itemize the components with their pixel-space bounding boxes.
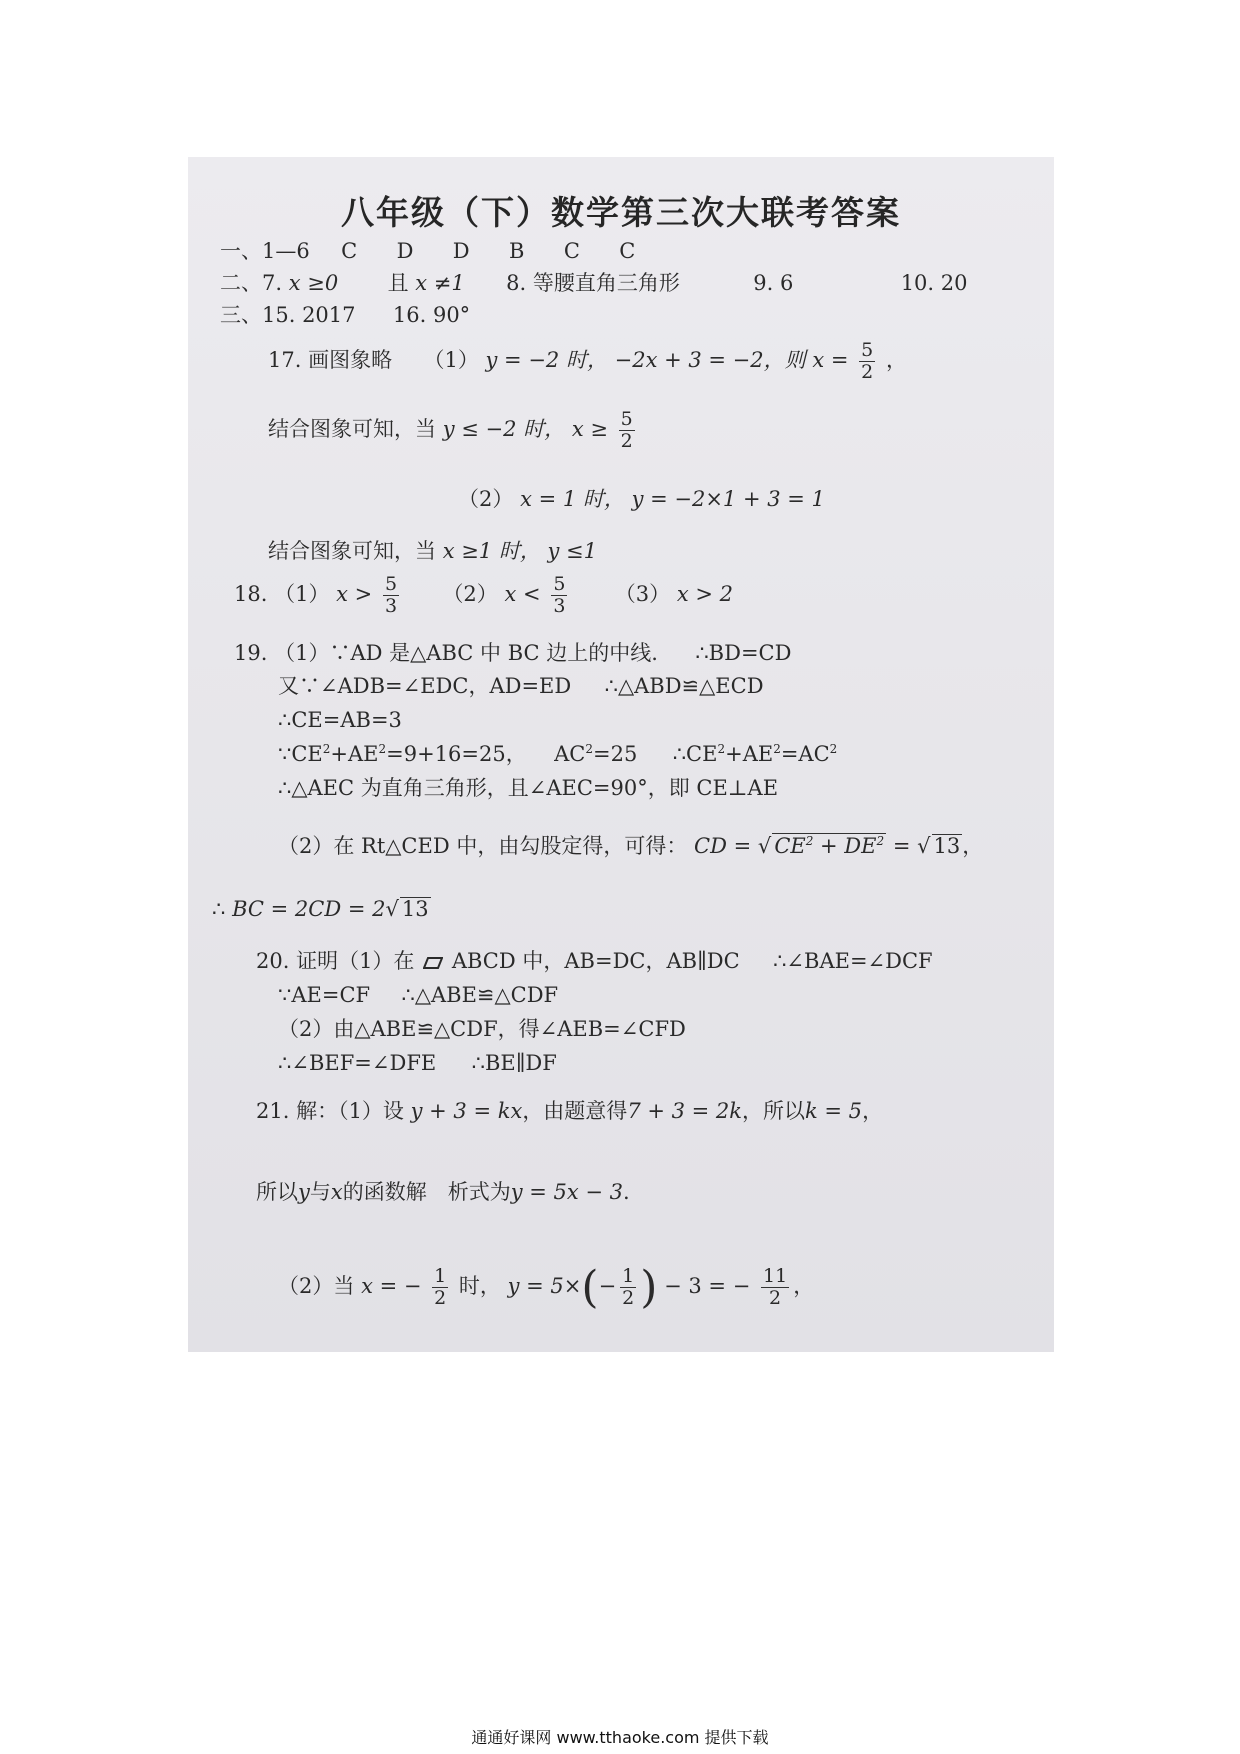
parallelogram-icon [423, 957, 443, 969]
q19-line-7 [212, 897, 431, 920]
q19-sum: =9+16=25， [386, 742, 527, 766]
answer-sheet-photo [188, 157, 1054, 1352]
q17-part1-x: x = [812, 348, 849, 372]
fraction-1-over-2 [620, 1267, 636, 1308]
q17-line-4 [268, 541, 597, 562]
q8-answer: 8. 等腰直角三角形 [506, 271, 680, 295]
q18-part1-expr: x > [336, 582, 373, 606]
sqrt-symbol: √ [385, 897, 399, 921]
fraction-denominator: 3 [553, 595, 566, 617]
q17-conclusion1-x: x ≥ [571, 417, 608, 441]
q19-ac-value: =25 [592, 742, 638, 766]
right-paren-icon: ) [640, 1261, 658, 1313]
q19-lead: 19. [234, 641, 268, 665]
q17-conclusion1-cond: y ≤ −2 时， [442, 417, 566, 441]
q18-part3-expr: x > 2 [676, 582, 733, 606]
fraction-numerator: 5 [384, 573, 398, 595]
fraction-numerator: 5 [620, 408, 633, 430]
section-1-line [220, 241, 635, 262]
q18-part2-expr: x < [504, 582, 541, 606]
fraction-numerator: 5 [861, 339, 874, 361]
q19-line-4 [278, 743, 837, 765]
q21-equation: 7 + 3 = 2k [627, 1099, 743, 1123]
q21-k-value: k = 5 [805, 1099, 863, 1123]
q17-lead: 17. 画图象略 [268, 348, 393, 372]
q21-line-2 [256, 1182, 630, 1203]
superscript-2: 2 [378, 742, 387, 756]
answer-4: B [509, 239, 525, 263]
q21-lead: 21. 解：（1）设 [256, 1099, 404, 1123]
q17-part1-expr: y = −2 时， −2x + 3 = −2，则 [485, 348, 806, 372]
q20-step-2b: ∴△ABE≌△CDF [401, 983, 559, 1007]
fraction-denominator: 2 [620, 430, 633, 452]
q19-ac: AC [554, 742, 586, 766]
q21-text-so: ，所以 [742, 1099, 806, 1123]
section-1-lead: 一、1—6 [220, 239, 310, 263]
q20-step-4b: ∴BE∥DF [471, 1051, 557, 1075]
fraction-5-over-3 [383, 575, 399, 616]
q17-conclusion2-expr: x ≥1 时， y ≤1 [442, 539, 598, 563]
superscript-2: 2 [322, 742, 331, 756]
q21-result-prefix: − 3 = − [664, 1274, 751, 1298]
fraction-numerator: 1 [622, 1265, 635, 1287]
q18-lead: 18. [234, 582, 268, 606]
sqrt-13: 13 [933, 834, 961, 858]
q16-answer: 16. 90° [392, 303, 471, 327]
left-paren-icon: ( [581, 1261, 599, 1313]
q21-function-text: 的函数解 析式为 [342, 1180, 511, 1204]
fraction-1-over-2 [432, 1267, 448, 1308]
q7-cond1: x ≥0 [288, 271, 339, 295]
fraction-numerator: 11 [763, 1265, 788, 1287]
fraction-5-over-2 [619, 410, 635, 451]
section-3-line [220, 305, 470, 326]
fraction-11-over-2 [761, 1267, 789, 1308]
fraction-numerator: 5 [553, 573, 566, 595]
q19-step-1b: ∴BD=CD [695, 641, 792, 665]
q7-cond2: x ≠1 [415, 271, 465, 295]
q19-equals: = [892, 834, 911, 858]
q17-conclusion2-text: 结合图象可知，当 [268, 539, 436, 563]
fraction-denominator: 2 [434, 1287, 447, 1309]
q20-step-2: ∵AE=CF [278, 983, 371, 1007]
q21-line-1 [256, 1101, 883, 1122]
q20-step-3: （2）由△ABE≌△CDF，得∠AEB=∠CFD [278, 1017, 686, 1041]
q21-x: x [330, 1180, 343, 1204]
q18-part2-label: （2） [442, 582, 498, 606]
q19-therefore-ac: =AC [780, 742, 830, 766]
q9-answer: 9. 6 [753, 271, 794, 295]
download-source-footer: 通通好课网 www.tthaoke.com 提供下载 [471, 1728, 769, 1747]
q17-conclusion1-text: 结合图象可知，当 [268, 417, 436, 441]
superscript-2: 2 [585, 742, 593, 756]
q21-x-value: x = − [361, 1274, 422, 1298]
q19-ce: ∵CE [278, 742, 323, 766]
fraction-denominator: 2 [622, 1287, 635, 1309]
sqrt-ce-de [772, 833, 886, 857]
q19-comma: ， [962, 834, 984, 858]
answer-6: C [619, 239, 636, 263]
q21-so: 所以 [256, 1180, 298, 1204]
superscript-2: 2 [829, 742, 838, 756]
q21-shi: 时， [458, 1274, 501, 1298]
q20-line-2 [278, 985, 558, 1006]
q7-and: 且 [387, 271, 409, 295]
q17-line-2 [268, 410, 639, 451]
section-2-line [220, 273, 967, 294]
superscript-2: 2 [805, 834, 814, 848]
fraction-numerator: 1 [434, 1265, 447, 1287]
q21-part2-when: （2）当 [278, 1274, 355, 1298]
q17-part1-label: （1） [423, 348, 479, 372]
q19-bc-expr: BC = 2CD = 2 [232, 897, 386, 921]
q21-function: y = 5x − 3 [510, 1180, 624, 1204]
superscript-2: 2 [876, 834, 885, 848]
q21-and: 与 [309, 1180, 331, 1204]
answer-1: C [341, 239, 358, 263]
q19-ae: +AE [330, 742, 379, 766]
sqrt-13: 13 [401, 897, 429, 921]
q19-therefore-ae: +AE [725, 742, 774, 766]
q19-line-2 [278, 676, 764, 697]
document-title: 八年级（下）数学第三次大联考答案 [341, 193, 901, 232]
q20-line-4 [278, 1053, 557, 1074]
q19-step-5: ∴△AEC 为直角三角形，且∠AEC=90°，即 CE⊥AE [278, 776, 779, 800]
fraction-denominator: 2 [861, 361, 874, 383]
q17-line-1 [268, 341, 907, 382]
q20-lead: 20. 证明（1）在 [256, 949, 415, 973]
q10-answer: 10. 20 [900, 271, 968, 295]
q21-period: . [623, 1180, 630, 1204]
q21-comma: ， [862, 1099, 884, 1123]
q20-step-1c: ∴∠BAE=∠DCF [773, 949, 933, 973]
q19-line-3 [278, 710, 402, 731]
q21-line-3 [278, 1261, 815, 1313]
fraction-5-over-3 [551, 575, 567, 616]
answer-2: D [396, 239, 414, 263]
q21-minus: − [598, 1274, 617, 1298]
q19-step-3: ∴CE=AB=3 [278, 708, 402, 732]
superscript-2: 2 [717, 742, 726, 756]
q17-part1-end: ， [885, 348, 907, 372]
q18-part1-label: （1） [274, 582, 330, 606]
q21-y-expr: y = 5× [507, 1274, 582, 1298]
fraction-5-over-2 [859, 341, 875, 382]
q19-step-2: 又∵∠ADB=∠EDC，AD=ED [278, 674, 572, 698]
q19-therefore-ce: ∴CE [672, 742, 718, 766]
q21-text: ，由题意得 [522, 1099, 628, 1123]
q19-line-1 [234, 643, 791, 664]
q21-y: y [298, 1180, 310, 1204]
sqrt-symbol: √ [757, 834, 772, 858]
q19-ce-term: CE [774, 834, 806, 858]
q19-cd: CD = [694, 834, 752, 858]
fraction-denominator: 2 [761, 1287, 789, 1308]
q21-setup: y + 3 = kx [410, 1099, 523, 1123]
q17-line-3 [458, 489, 825, 510]
section-3-lead: 三、15. 2017 [220, 303, 356, 327]
q21-final-comma: ， [793, 1274, 815, 1298]
section-2-lead: 二、7. [220, 271, 283, 295]
superscript-2: 2 [773, 742, 781, 756]
q19-part2-text: （2）在 Rt△CED 中，由勾股定得，可得： [278, 834, 688, 858]
therefore-symbol: ∴ [212, 897, 226, 921]
q17-part2-label: （2） [458, 487, 514, 511]
q19-line-5 [278, 778, 778, 799]
q17-part2-expr: x = 1 时， y = −2×1 + 3 = 1 [520, 487, 825, 511]
q18-line [234, 575, 733, 616]
fraction-denominator: 3 [384, 595, 398, 617]
q20-line-1 [256, 951, 933, 972]
q19-step-2b: ∴△ABD≌△ECD [604, 674, 764, 698]
answer-3: D [452, 239, 470, 263]
q20-line-3 [278, 1019, 686, 1040]
sqrt-symbol: √ [917, 834, 931, 858]
q20-step-1: ABCD 中，AB=DC，AB∥DC [451, 949, 740, 973]
q19-step-1: （1）∵AD 是△ABC 中 BC 边上的中线. [274, 641, 658, 665]
q18-part3-label: （3） [614, 582, 671, 606]
q19-de-term: + DE [813, 834, 877, 858]
q20-step-4: ∴∠BEF=∠DFE [278, 1051, 437, 1075]
answer-5: C [563, 239, 580, 263]
q19-line-6 [278, 833, 983, 857]
